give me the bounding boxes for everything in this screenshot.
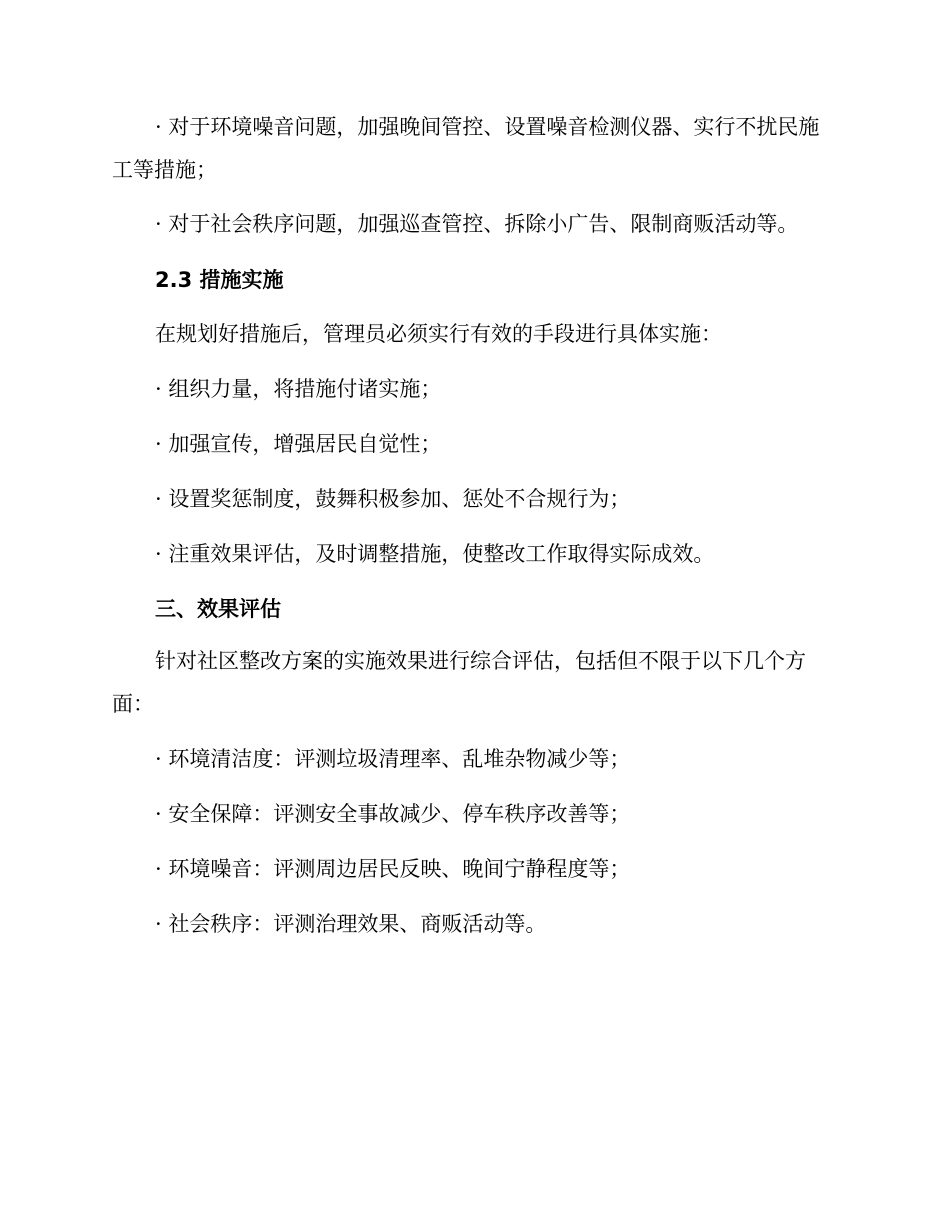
bullet-noise-measures: · 对于环境噪音问题，加强晚间管控、设置噪音检测仪器、实行不扰民施工等措施； bbox=[112, 115, 820, 182]
bullet-social-order: · 社会秩序：评测治理效果、商贩活动等。 bbox=[155, 912, 547, 936]
bullet-effect-evaluation: · 注重效果评估，及时调整措施，使整改工作取得实际成效。 bbox=[155, 542, 715, 566]
evaluation-intro: 针对社区整改方案的实施效果进行综合评估，包括但不限于以下几个方面： bbox=[112, 649, 806, 716]
bullet-publicity: · 加强宣传，增强居民自觉性； bbox=[155, 432, 442, 456]
section-heading-2-3: 2.3 措施实施 bbox=[155, 268, 284, 292]
bullet-organize-forces: · 组织力量，将措施付诸实施； bbox=[155, 377, 442, 401]
bullet-reward-punishment: · 设置奖惩制度，鼓舞积极参加、惩处不合规行为； bbox=[155, 487, 631, 511]
section-heading-3: 三、效果评估 bbox=[155, 597, 281, 621]
bullet-cleanliness: · 环境清洁度：评测垃圾清理率、乱堆杂物减少等； bbox=[155, 747, 631, 771]
bullet-noise: · 环境噪音：评测周边居民反映、晚间宁静程度等； bbox=[155, 857, 631, 881]
bullet-safety: · 安全保障：评测安全事故减少、停车秩序改善等； bbox=[155, 802, 631, 826]
implementation-intro: 在规划好措施后，管理员必须实行有效的手段进行具体实施： bbox=[155, 322, 722, 346]
bullet-social-order-measures: · 对于社会秩序问题，加强巡查管控、拆除小广告、限制商贩活动等。 bbox=[155, 212, 799, 236]
